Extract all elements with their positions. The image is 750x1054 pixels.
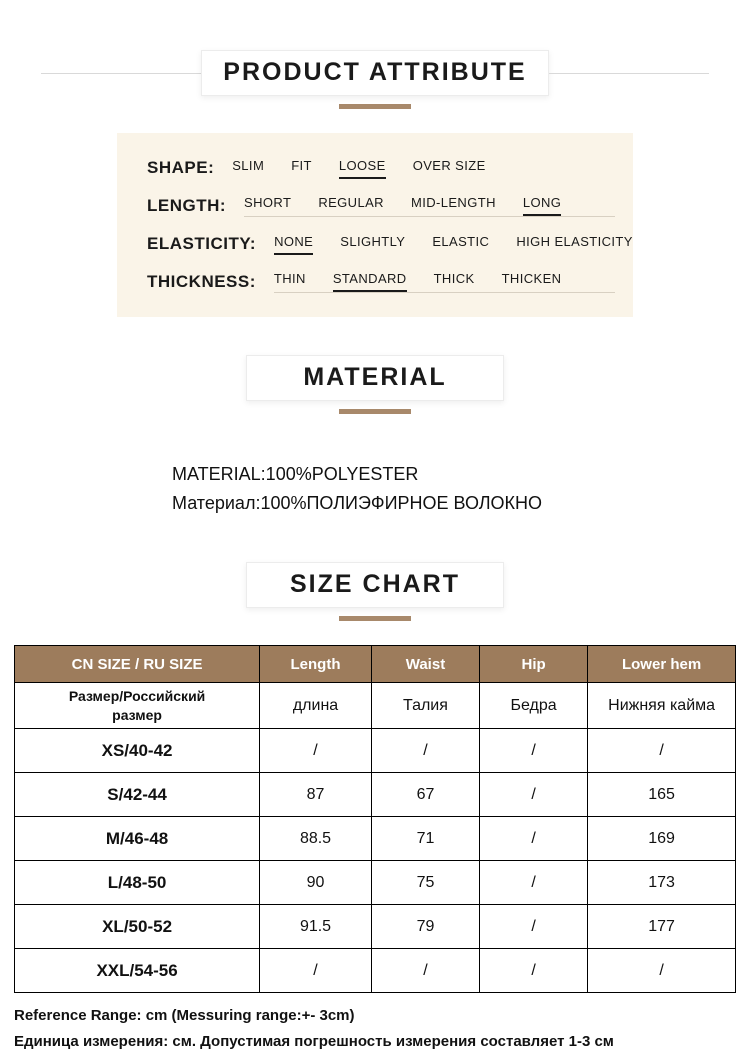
material-line-en: MATERIAL:100%POLYESTER xyxy=(172,464,419,484)
table-row xyxy=(15,817,736,861)
material-line-ru: Материал:100%ПОЛИЭФИРНОЕ ВОЛОКНО xyxy=(172,493,543,513)
length-cell: 88.5 xyxy=(260,817,372,861)
attribute-option: HIGH ELASTICITY xyxy=(516,233,633,249)
lower-hem-cell: 177 xyxy=(588,905,736,949)
attribute-row-elasticity xyxy=(135,225,633,263)
waist-cell: 75 xyxy=(371,861,479,905)
attribute-option: ELASTIC xyxy=(432,233,490,249)
table-header-cell: Талия xyxy=(371,683,479,729)
size-chart-title xyxy=(246,562,504,608)
length-cell: 90 xyxy=(260,861,372,905)
size-chart-section xyxy=(0,562,750,993)
attribute-option: LONG xyxy=(523,195,561,216)
hip-cell: / xyxy=(480,949,588,993)
length-cell: / xyxy=(260,949,372,993)
waist-cell: 67 xyxy=(371,773,479,817)
length-cell: 87 xyxy=(260,773,372,817)
material-section xyxy=(0,355,750,518)
length-cell: 91.5 xyxy=(260,905,372,949)
reference-range-note: Reference Range: cm (Messuring range:+- 3cm) xyxy=(14,1007,355,1024)
table-header-cell: Lower hem xyxy=(588,646,736,683)
size-chart-title-text: SIZE CHART xyxy=(290,570,460,598)
attribute-option: SHORT xyxy=(244,195,292,210)
waist-cell: 79 xyxy=(371,905,479,949)
length-cell: / xyxy=(260,729,372,773)
attribute-row-thickness xyxy=(135,263,615,301)
lower-hem-cell: 165 xyxy=(588,773,736,817)
attribute-options xyxy=(274,271,615,293)
title-side-line-right xyxy=(549,73,709,74)
lower-hem-cell: 173 xyxy=(588,861,736,905)
size-cell: XS/40-42 xyxy=(15,729,260,773)
attribute-option: THICK xyxy=(433,271,475,286)
waist-cell: / xyxy=(371,729,479,773)
size-cell: M/46-48 xyxy=(15,817,260,861)
hip-cell: / xyxy=(480,773,588,817)
table-header-cell: CN SIZE / RU SIZE xyxy=(15,646,260,683)
attribute-label: ELASTICITY: xyxy=(147,234,257,253)
attribute-option: LOOSE xyxy=(339,158,386,179)
title-underline-bar xyxy=(339,616,411,621)
attribute-option: SLIM xyxy=(232,157,265,173)
attribute-option: STANDARD xyxy=(333,271,407,292)
attribute-options xyxy=(232,158,615,179)
attribute-box xyxy=(117,133,633,317)
attribute-row-shape xyxy=(135,149,615,187)
size-cell: L/48-50 xyxy=(15,861,260,905)
attribute-option: THIN xyxy=(273,271,306,286)
title-underline-bar xyxy=(339,104,411,109)
attribute-row-length xyxy=(135,187,615,225)
table-header-cell xyxy=(15,683,260,729)
table-header-cell: Нижняя кайма xyxy=(588,683,736,729)
attribute-option: THICKEN xyxy=(501,271,562,286)
table-header-cell: Hip xyxy=(480,646,588,683)
attribute-label: LENGTH: xyxy=(147,196,227,215)
product-attribute-section xyxy=(0,0,750,317)
attribute-option: FIT xyxy=(291,157,312,173)
table-row xyxy=(15,861,736,905)
lower-hem-cell: 169 xyxy=(588,817,736,861)
table-header-cell: Бедра xyxy=(480,683,588,729)
attribute-options xyxy=(274,234,633,255)
lower-hem-cell: / xyxy=(588,729,736,773)
size-cell: XXL/54-56 xyxy=(15,949,260,993)
size-chart-table xyxy=(14,645,736,993)
material-title xyxy=(246,355,504,401)
attribute-option: NONE xyxy=(274,234,313,255)
attribute-option: MID-LENGTH xyxy=(410,195,496,210)
title-side-line-left xyxy=(41,73,201,74)
waist-cell: 71 xyxy=(371,817,479,861)
reference-notes xyxy=(14,1007,750,1050)
table-row xyxy=(15,773,736,817)
waist-cell: / xyxy=(371,949,479,993)
table-header-cell: длина xyxy=(260,683,372,729)
material-title-row xyxy=(0,355,750,401)
hip-cell: / xyxy=(480,729,588,773)
table-row xyxy=(15,905,736,949)
attribute-options xyxy=(244,195,615,217)
hip-cell: / xyxy=(480,861,588,905)
attribute-option: SLIGHTLY xyxy=(340,233,406,249)
hip-cell: / xyxy=(480,905,588,949)
attribute-label: THICKNESS: xyxy=(147,272,256,291)
material-text-block xyxy=(0,460,750,518)
lower-hem-cell: / xyxy=(588,949,736,993)
attribute-option: OVER SIZE xyxy=(412,157,486,173)
attribute-label: SHAPE: xyxy=(147,158,215,177)
product-attribute-title-text: PRODUCT ATTRIBUTE xyxy=(223,58,527,86)
table-row xyxy=(15,729,736,773)
table-header-cell: Waist xyxy=(371,646,479,683)
product-attribute-title-row xyxy=(0,50,750,96)
table-header-row-ru xyxy=(15,683,736,729)
table-header-row-en xyxy=(15,646,736,683)
size-chart-title-row xyxy=(0,562,750,608)
ru-size-label: Размер/Российский размер xyxy=(68,688,206,723)
hip-cell: / xyxy=(480,817,588,861)
table-row xyxy=(15,949,736,993)
size-cell: XL/50-52 xyxy=(15,905,260,949)
material-title-text: MATERIAL xyxy=(303,363,447,391)
product-attribute-title xyxy=(201,50,549,96)
measurement-unit-note: Единица измерения: см. Допустимая погрешность измерения составляет 1-3 см xyxy=(14,1033,614,1050)
table-header-cell: Length xyxy=(260,646,372,683)
title-underline-bar xyxy=(339,409,411,414)
attribute-option: REGULAR xyxy=(318,195,384,210)
size-cell: S/42-44 xyxy=(15,773,260,817)
